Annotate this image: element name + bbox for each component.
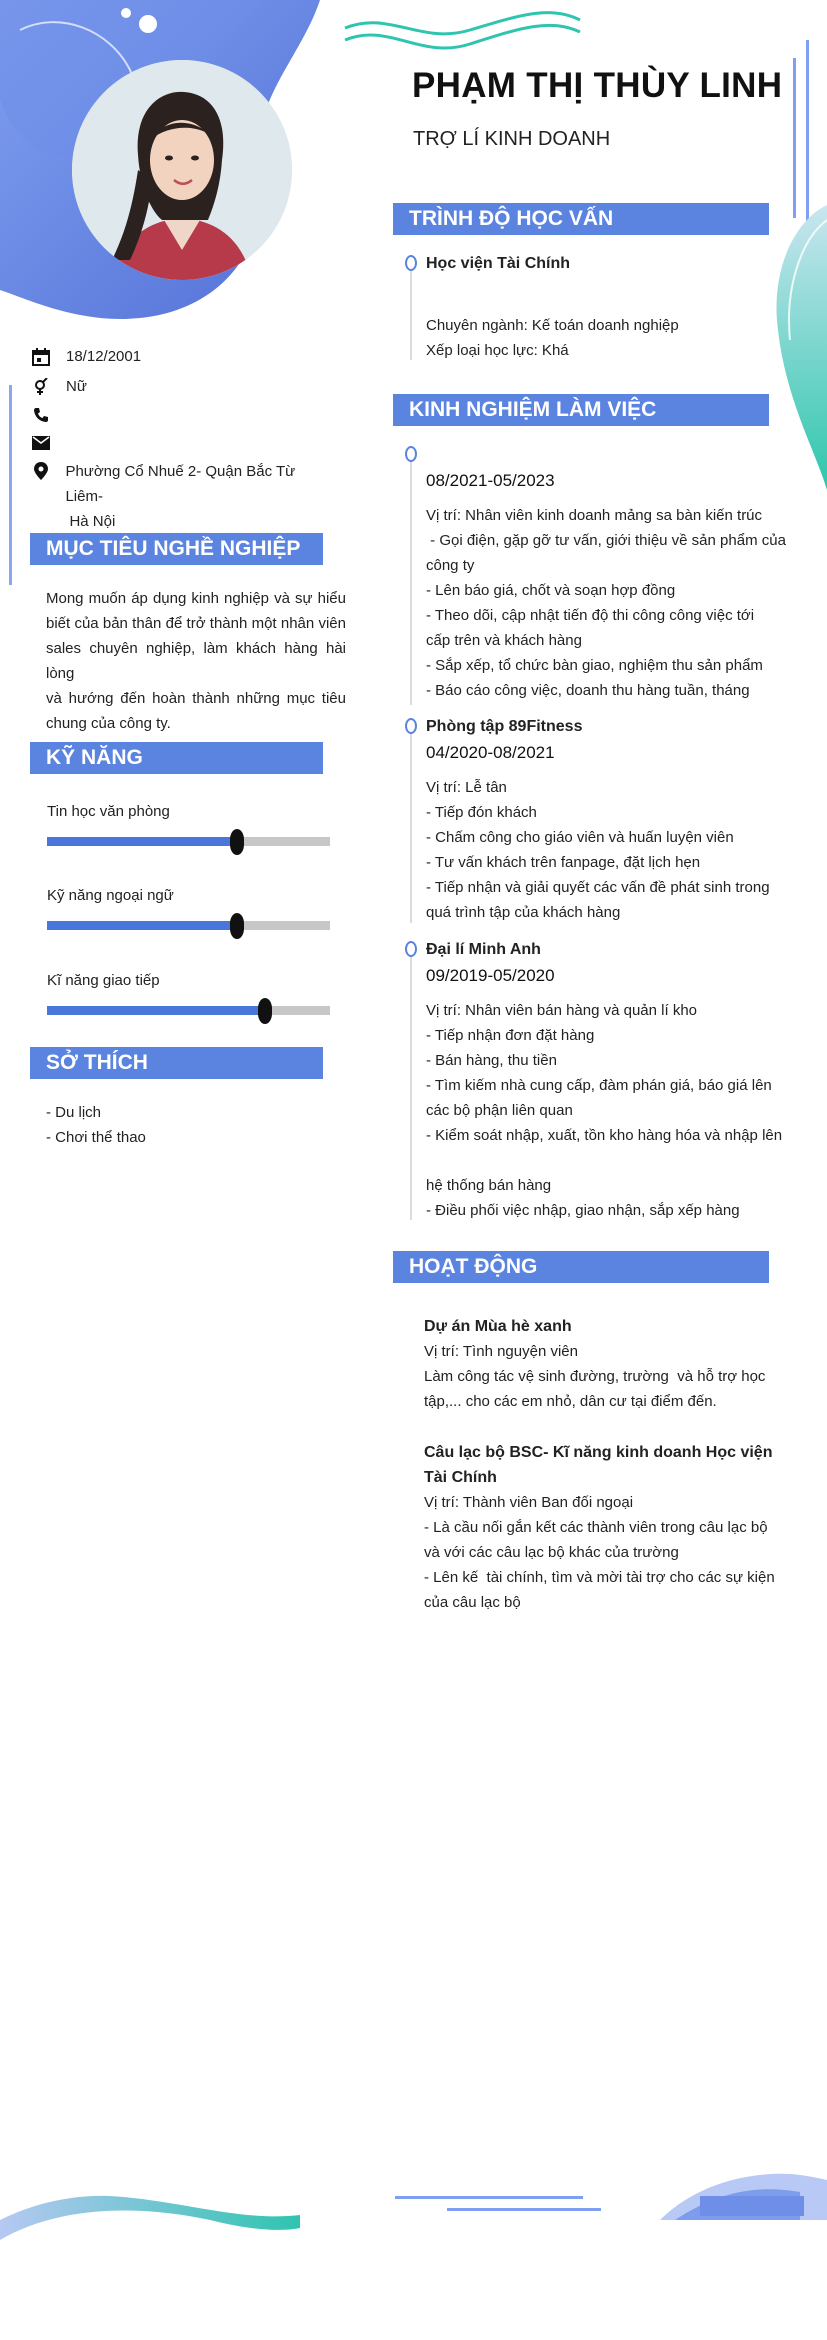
calendar-icon: [30, 348, 52, 366]
job-line: cấp trên và khách hàng: [426, 632, 582, 649]
birthday-row: [30, 348, 141, 366]
hobby-item: - Du lịch: [46, 1104, 102, 1121]
job-line: - Lên báo giá, chốt và soạn hợp đồng: [426, 582, 676, 599]
activity-line: Làm công tác vệ sinh đường, trường và hỗ trợ học: [424, 1368, 766, 1385]
job-line: - Báo cáo công việc, doanh thu hàng tuần, tháng: [426, 682, 750, 699]
timeline-dot: [405, 941, 417, 957]
objective-heading: MỤC TIÊU NGHỀ NGHIỆP: [30, 533, 323, 565]
activity-line: - Là cầu nối gắn kết các thành viên trong câu lạc bộ: [424, 1519, 768, 1536]
job-line: - Điều phối việc nhập, giao nhận, sắp xếp hàng: [426, 1202, 740, 1219]
gender-text: Nữ: [66, 378, 87, 395]
activity-line: tập,... cho các em nhỏ, dân cư tại điểm đến.: [424, 1393, 717, 1410]
activity-name: Câu lạc bộ BSC- Kĩ năng kinh doanh Học viện: [424, 1444, 773, 1461]
activity-name: Dự án Mùa hè xanh: [424, 1318, 572, 1335]
activity-line: và với các câu lạc bộ khác của trường: [424, 1544, 679, 1561]
skills-list: [0, 800, 360, 1030]
job-line: - Tư vấn khách trên fanpage, đặt lịch hẹn: [426, 854, 701, 871]
job-line: quá trình tập của khách hàng: [426, 904, 621, 921]
job-period: 04/2020-08/2021: [426, 743, 555, 762]
job-line: - Sắp xếp, tổ chức bàn giao, nghiệm thu sản phẩm: [426, 657, 763, 674]
skill-bar: [47, 837, 330, 846]
job-title: TRỢ LÍ KINH DOANH: [413, 128, 611, 150]
timeline-line: [410, 455, 412, 705]
job-period: 09/2019-05/2020: [426, 966, 555, 985]
skills-heading: KỸ NĂNG: [30, 742, 323, 774]
location-icon: [30, 462, 51, 480]
job-line: - Tìm kiếm nhà cung cấp, đàm phán giá, báo giá lên: [426, 1077, 772, 1094]
gender-row: [30, 378, 87, 396]
objective-line: chung của công ty.: [46, 715, 171, 732]
education-major: Chuyên ngành: Kế toán doanh nghiệp: [426, 317, 679, 334]
skill-label: Tin học văn phòng: [47, 803, 170, 820]
skill-label: Kĩ năng giao tiếp: [47, 972, 160, 989]
address-row: [30, 462, 330, 534]
activity-name: Tài Chính: [424, 1469, 497, 1486]
activity-item: [424, 1440, 774, 1615]
activity-line: Vị trí: Thành viên Ban đối ngoại: [424, 1494, 634, 1511]
address-line-1: Phường Cổ Nhuế 2- Quận Bắc Từ Liêm-: [65, 463, 296, 505]
job-line: hệ thống bán hàng: [426, 1177, 552, 1194]
activity-line: Vị trí: Tình nguyện viên: [424, 1343, 578, 1360]
job-line: Vị trí: Lễ tân: [426, 779, 507, 796]
portrait-image: [72, 60, 292, 280]
job-description: [426, 503, 786, 703]
objective-line: Mong muốn áp dụng kinh nghiệp và sự hiểu: [46, 590, 346, 607]
timeline-line: [410, 733, 412, 923]
objective-line: và hướng đến hoàn thành những mục tiêu: [46, 690, 346, 707]
skill-label: Kỹ năng ngoại ngữ: [47, 887, 174, 904]
job-line: Vị trí: Nhân viên kinh doanh mảng sa bàn kiến trúc: [426, 507, 763, 524]
hobby-item: - Chơi thể thao: [46, 1129, 146, 1146]
job-line: Vị trí: Nhân viên bán hàng và quản lí kho: [426, 1002, 698, 1019]
activity-line: - Lên kế tài chính, tìm và mời tài trợ cho các sự kiện: [424, 1569, 775, 1586]
job-line: - Theo dõi, cập nhật tiến độ thi công công việc tới: [426, 607, 755, 624]
timeline-dot: [405, 718, 417, 734]
address-line-2: Hà Nội: [69, 513, 116, 530]
job-description: [426, 775, 770, 925]
job-line: - Tiếp nhận và giải quyết các vấn đề phát sinh trong: [426, 879, 770, 896]
mail-icon: [30, 434, 52, 452]
experience-heading: KINH NGHIỆM LÀM VIỆC: [393, 394, 769, 426]
timeline-dot: [405, 255, 417, 271]
birthday-text: 18/12/2001: [66, 348, 142, 365]
job-line: các bộ phận liên quan: [426, 1102, 573, 1119]
education-rank: Xếp loại học lực: Khá: [426, 342, 569, 359]
activity-line: của câu lạc bộ: [424, 1594, 521, 1611]
full-name: PHẠM THỊ THÙY LINH: [412, 66, 783, 105]
skill-bar: [47, 1006, 330, 1015]
avatar: [72, 60, 292, 280]
phone-icon: [30, 406, 52, 424]
timeline-line: [410, 262, 412, 360]
job-line: công ty: [426, 557, 475, 574]
education-heading: TRÌNH ĐỘ HỌC VẤN: [393, 203, 769, 235]
contact-info: [30, 348, 330, 530]
skill-bar: [47, 921, 330, 930]
skill-slider-handle: [230, 913, 244, 939]
phone-row: [30, 406, 66, 424]
job-line: - Bán hàng, thu tiền: [426, 1052, 557, 1069]
school-name: Học viện Tài Chính: [426, 255, 571, 272]
job-line: - Tiếp đón khách: [426, 804, 537, 821]
company-name: Đại lí Minh Anh: [426, 941, 541, 958]
skill-bar-fill: [47, 837, 237, 846]
gender-icon: [30, 378, 52, 396]
activity-item: [424, 1314, 770, 1414]
objective-line: sales chuyên nghiệp, làm khách hàng hài lòng: [46, 640, 346, 682]
email-row: [30, 434, 66, 452]
timeline-line: [410, 955, 412, 1220]
job-line: - Gọi điện, gặp gỡ tư vấn, giới thiệu về sản phẩm của: [426, 532, 786, 549]
skill-slider-handle: [230, 829, 244, 855]
job-line: [426, 1148, 770, 1173]
job-line: - Kiểm soát nhập, xuất, tồn kho hàng hóa và nhập lên: [426, 1127, 783, 1144]
skill-bar-fill: [47, 921, 237, 930]
objective-text: [46, 586, 346, 736]
job-line: - Tiếp nhận đơn đặt hàng: [426, 1027, 595, 1044]
activities-heading: HOẠT ĐỘNG: [393, 1251, 769, 1283]
skill-slider-handle: [258, 998, 272, 1024]
timeline-dot: [405, 446, 417, 462]
hobbies-heading: SỞ THÍCH: [30, 1047, 323, 1079]
job-line: - Chấm công cho giáo viên và huấn luyện viên: [426, 829, 734, 846]
skill-bar-fill: [47, 1006, 265, 1015]
job-period: 08/2021-05/2023: [426, 471, 555, 490]
company-name: Phòng tập 89Fitness: [426, 718, 583, 735]
job-description: [426, 998, 783, 1223]
hobbies-list: [46, 1100, 146, 1150]
objective-line: biết của bản thân để trở thành một nhân viên: [46, 615, 346, 632]
